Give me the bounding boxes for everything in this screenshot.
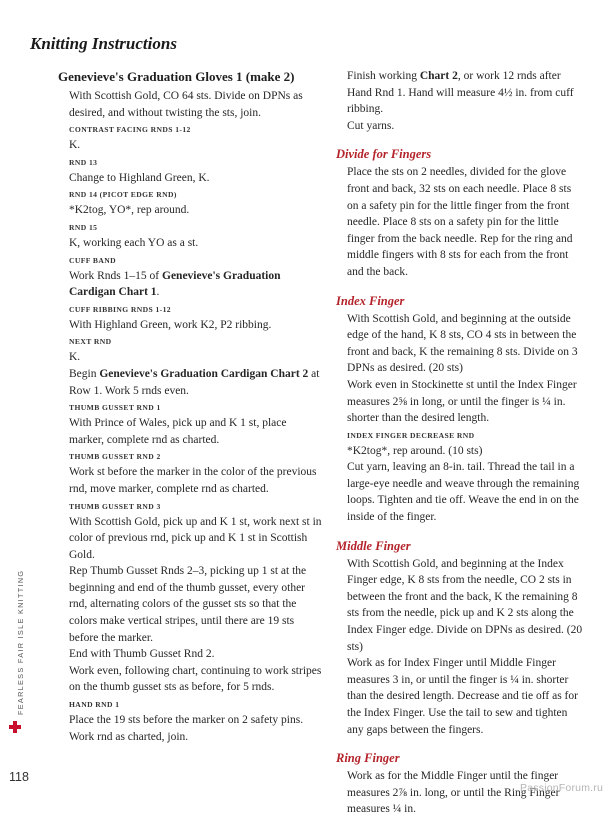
step-label: CUFF RIBBING RNDS 1-12: [69, 304, 171, 314]
step-label: NEXT RND: [69, 337, 112, 347]
intro-text: With Scottish Gold, CO 64 sts. Divide on DPNs as desired, and without twisting the sts, join.: [69, 90, 303, 119]
text-run: Finish working: [347, 70, 420, 82]
section-heading-ring: Ring Finger: [336, 751, 400, 766]
text-run: Work Rnds 1–15 of: [69, 269, 162, 282]
cut-yarns-text: Cut yarns.: [347, 119, 395, 132]
section-heading-divide: Divide for Fingers: [336, 147, 432, 162]
section-text: Work as for the Middle Finger until the finger measures 2⅞ in. long, or until the Ring Finger measures ¼ in.: [347, 770, 560, 816]
step-label: HAND RND 1: [69, 700, 120, 710]
step-text: Work even, following chart, continuing to work stripes on the thumb gusset sts as before, for 5 rnds.: [69, 664, 322, 694]
text-run: .: [156, 286, 160, 299]
step-label: RND 15: [69, 222, 98, 232]
book-title-spine: FEARLESS FAIR ISLE KNITTING: [16, 569, 25, 715]
text-run: at Row 1. Work 5 rnds even.: [69, 367, 320, 397]
page-number: 118: [9, 770, 29, 784]
right-column: [336, 68, 583, 818]
step-label: INDEX FINGER DECREASE RND: [347, 430, 475, 440]
section-text: With Scottish Gold, and beginning at the outside edge of the hand, K 8 sts, CO 4 sts in between the front and back, K the remaining 8 sts. Divide on 3 DPNs as desired. (20 sts): [347, 312, 578, 375]
section-heading-middle: Middle Finger: [336, 538, 411, 553]
step-text: K, working each YO as a st.: [69, 236, 199, 249]
step-text: Change to Highland Green, K.: [69, 171, 210, 184]
pattern-heading: Genevieve's Graduation Gloves 1 (make 2): [58, 69, 295, 84]
step-text: K.: [69, 139, 81, 152]
red-cross-icon: [9, 721, 21, 733]
step-label: CUFF BAND: [69, 255, 116, 265]
section-text: Place the sts on 2 needles, divided for the glove front and back, 32 sts on each needle. Place 8 sts on a safety pin for the little finger from the front needle. Place 8 sts on a safety pin for the little finger from the back needle. Rep for the ring and middle fingers with 8 sts for each from the front and the back.: [347, 166, 573, 278]
step-text: End with Thumb Gusset Rnd 2.: [69, 648, 215, 661]
step-text: K.: [69, 351, 81, 364]
step-label: THUMB GUSSET RND 3: [69, 501, 161, 511]
section-text: Work as for Index Finger until Middle Finger measures 3 in, or until the finger is ¼ in. shorter than the desired length. Decrease and tie off as for the Index Finger. Use the tail to sew and tighten any gaps between the fingers.: [347, 657, 578, 736]
text-run: Begin: [69, 367, 100, 380]
finish-text: [347, 68, 583, 118]
step-text: [69, 366, 323, 399]
step-label: THUMB GUSSET RND 1: [69, 403, 161, 413]
left-column: [60, 68, 323, 745]
page-title: Knitting Instructions: [30, 34, 177, 53]
step-text: With Scottish Gold, pick up and K 1 st, work next st in color of previous rnd, pick up and K 1 st in Scottish Gold.: [69, 515, 322, 561]
step-text: Place the 19 sts before the marker on 2 safety pins. Work rnd as charted, join.: [69, 714, 304, 743]
step-label: THUMB GUSSET RND 2: [69, 452, 161, 462]
step-label: RND 14 (PICOT EDGE RND): [69, 190, 177, 200]
chart-reference: Genevieve's Graduation Cardigan Chart 1: [69, 269, 281, 299]
step-text: Rep Thumb Gusset Rnds 2–3, picking up 1 st at the beginning and end of the thumb gusset, every other rnd, alternating colors of the gusset sts so that the colors make vertical stripes, until there are 19 sts before the marker.: [69, 565, 307, 644]
section-text: Work even in Stockinette st until the Index Finger measures 2⅝ in long, or until the finger is ¼ in. shorter than the desired length.: [347, 378, 577, 425]
watermark: PassionForum.ru: [520, 782, 603, 794]
step-text: [69, 268, 323, 301]
step-text: *K2tog, YO*, rep around.: [69, 204, 190, 217]
section-text: With Scottish Gold, and beginning at the Index Finger edge, K 8 sts from the needle, CO 2 sts in between the front and the back, K the remaining 8 sts from the needle, pick up and K 2 sts along the Index Finger edge. Divide on DPNs as desired. (20 sts): [347, 557, 583, 653]
step-label: CONTRAST FACING RNDS 1-12: [69, 125, 191, 135]
chart-reference: Genevieve's Graduation Cardigan Chart 2: [99, 367, 309, 380]
step-label: RND 13: [69, 157, 98, 167]
section-text: *K2tog*, rep around. (10 sts): [347, 444, 483, 457]
chart-reference: Chart 2: [419, 70, 458, 82]
step-text: With Prince of Wales, pick up and K 1 st, place marker, complete rnd as charted.: [69, 417, 287, 446]
text-run: , or work 12 rnds after Hand Rnd 1. Hand will measure 4½ in. from cuff ribbing.: [347, 70, 574, 116]
step-text: With Highland Green, work K2, P2 ribbing.: [69, 318, 272, 331]
section-text: Cut yarn, leaving an 8-in. tail. Thread the tail in a large-eye needle and weave through the remaining loops. Tighten and tie off. Weave the end in on the inside of the finger.: [347, 461, 580, 524]
section-heading-index: Index Finger: [336, 293, 405, 308]
step-text: Work st before the marker in the color of the previous rnd, move marker, complete rnd as charted.: [69, 466, 317, 495]
